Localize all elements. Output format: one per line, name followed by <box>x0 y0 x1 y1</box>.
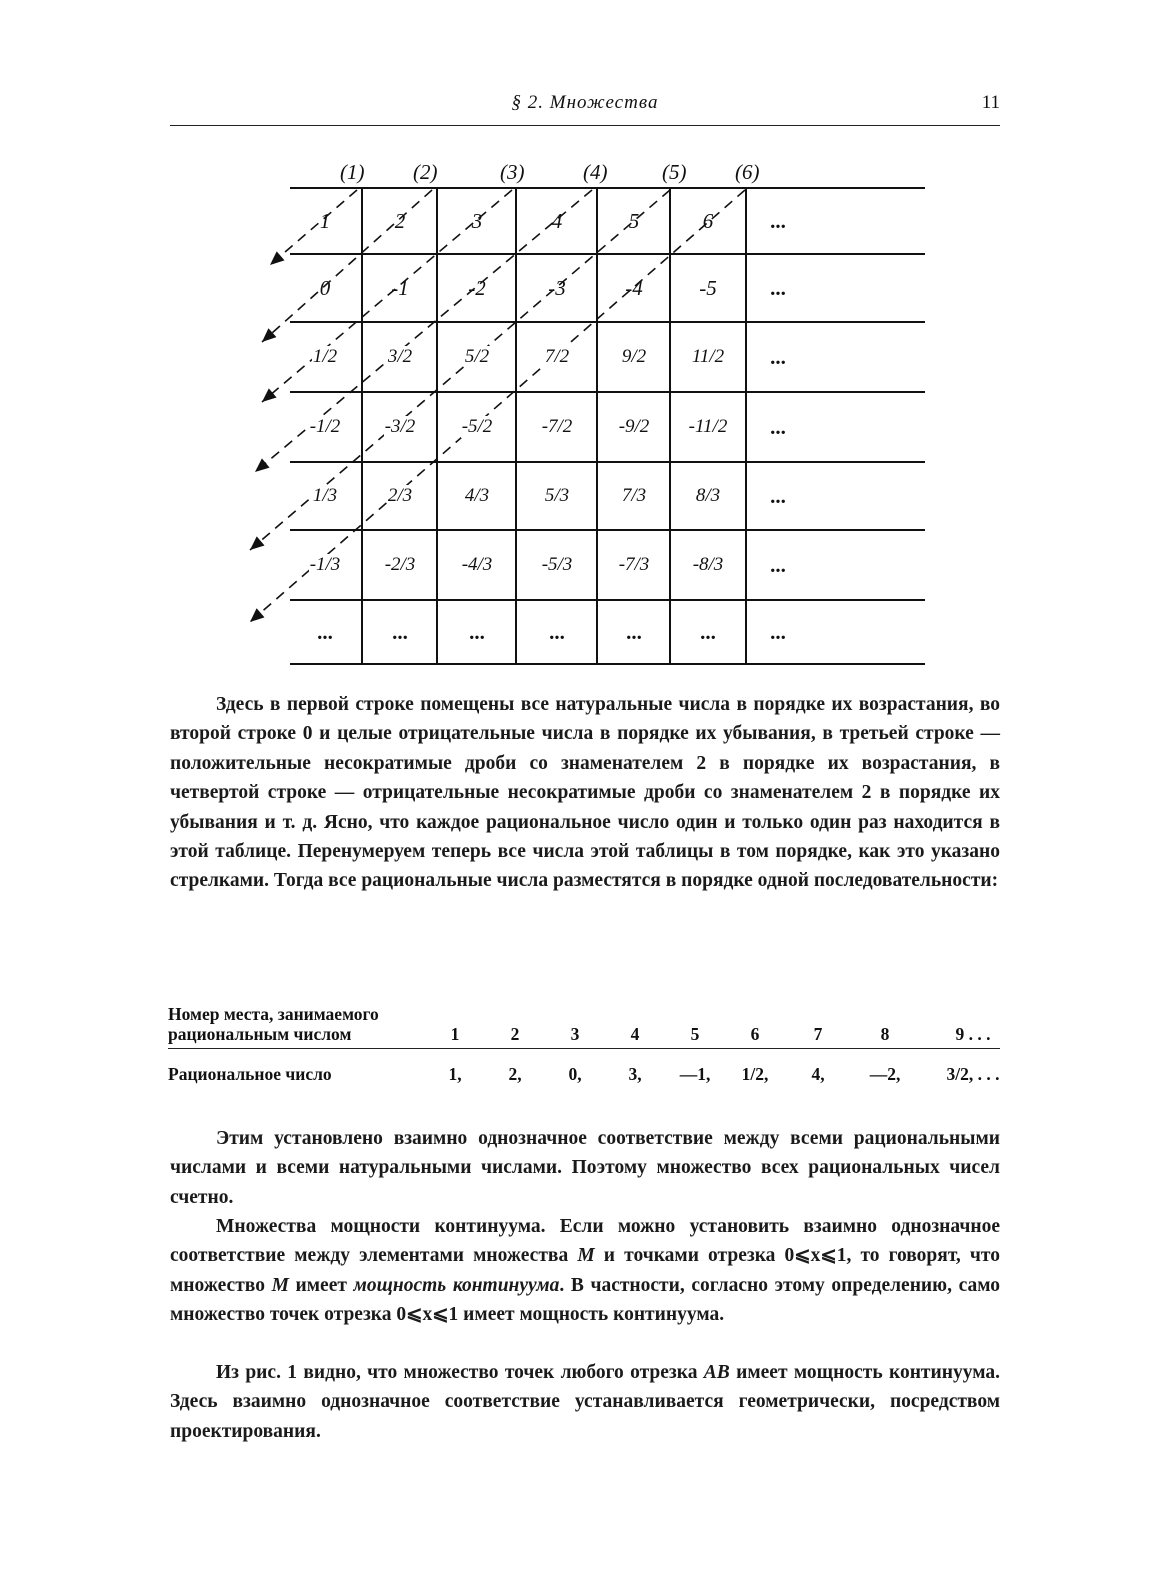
paragraph-1 <box>170 690 1000 896</box>
cell-value: -3 <box>548 275 566 300</box>
column-label: (5) <box>662 160 687 184</box>
table-cell <box>599 602 669 662</box>
text: , то говорят, что множество <box>170 1245 1001 1296</box>
fraction-value: -2/3 <box>384 554 416 575</box>
position-number: 2 <box>510 1024 520 1044</box>
rational-value: —2, <box>869 1064 901 1084</box>
text: и точками отрезка <box>594 1245 785 1267</box>
position-number: 5 <box>690 1024 700 1044</box>
table-cell <box>442 258 512 318</box>
rational-value-cell <box>430 1064 480 1085</box>
table-cell <box>290 191 360 251</box>
paragraph-1-text: Здесь в первой строке помещены все натуральные числа в порядке их возрастания, во второй строке 0 и целые отрицательные числа в порядке их убывания, в третьей строке — положительные несократимые дроби со знаменателем 2 в порядке их возрастания, в четвертой строке — отрицательные несократимые дроби со знаменателем 2 в порядке их убывания и т. д. Ясно, что каждое рациональное число один и только один раз находится в этой таблице. Перенумеруем теперь все числа этой таблицы в том порядке, как это указано стрелками. Тогда все рациональные числа разместятся в порядке одной последовательности: <box>170 694 1000 892</box>
position-number: 6 <box>750 1024 760 1044</box>
fraction-value: -8/3 <box>692 554 724 575</box>
fraction-value: 11/2 <box>691 346 725 367</box>
cell-value: -5 <box>699 275 717 300</box>
rational-value: 4, <box>811 1064 825 1084</box>
rational-value-cell <box>793 1064 843 1085</box>
position-number: 8 <box>880 1024 890 1044</box>
math-M: M <box>577 1245 595 1267</box>
sequence-divider <box>168 1048 1000 1049</box>
text: имеет мощность континуума. Здесь взаимно однозначное соответствие устанавливается геометрически, посредством проектирования. <box>170 1362 1000 1442</box>
arrowhead-icon <box>262 388 277 402</box>
table-cell <box>673 602 743 662</box>
table-cell <box>743 466 813 526</box>
fraction-value: -1/3 <box>309 554 341 575</box>
table-cell <box>522 191 592 251</box>
header-line-1: Номер места, занимаемого <box>168 1004 379 1024</box>
cell-value: 3 <box>471 208 483 233</box>
text: . В частности, согласно этому определению, само множество точек отрезка <box>170 1274 1000 1326</box>
sequence-header <box>168 1004 379 1044</box>
table-cell <box>290 535 360 595</box>
rational-value-cell <box>670 1064 720 1085</box>
table-cell <box>290 397 360 457</box>
table-cell <box>673 258 743 318</box>
paragraph-2 <box>170 1124 1000 1212</box>
table-cell <box>599 327 669 387</box>
column-label: (3) <box>500 160 525 184</box>
math-AB: AB <box>703 1362 730 1383</box>
position-number: 7 <box>813 1024 823 1044</box>
table-cell <box>673 535 743 595</box>
fraction-value: -4/3 <box>461 554 493 575</box>
text: Если можно установить взаимно однозначное соответствие между элементами множества <box>170 1216 1000 1267</box>
table-cell <box>442 602 512 662</box>
table-cell <box>673 191 743 251</box>
fraction-value: 2/3 <box>387 485 413 506</box>
cell-value: ... <box>770 483 786 508</box>
cell-value: 6 <box>702 208 714 233</box>
rational-value: 3, <box>628 1064 642 1084</box>
cell-value: -4 <box>625 275 643 300</box>
fraction-value: -5/2 <box>461 416 493 437</box>
table-cell <box>365 397 435 457</box>
position-number: 1 <box>450 1024 460 1044</box>
cell-value: -1 <box>391 275 409 300</box>
value-suffix: , <box>764 1064 769 1084</box>
table-cell <box>599 191 669 251</box>
cell-value: ... <box>770 552 786 577</box>
column-label: (1) <box>340 160 365 184</box>
header-line-2: рациональным числом <box>168 1024 352 1044</box>
fraction-value: 7/3 <box>621 485 647 506</box>
table-cell <box>522 397 592 457</box>
table-cell <box>743 602 813 662</box>
table-cell <box>599 466 669 526</box>
rational-value: 1, <box>448 1064 462 1084</box>
table-cell <box>743 327 813 387</box>
table-cell <box>743 191 813 251</box>
table-cell <box>673 327 743 387</box>
table-cell <box>365 191 435 251</box>
paragraph-4 <box>170 1358 1000 1446</box>
table-cell <box>290 327 360 387</box>
table-cell <box>673 397 743 457</box>
paragraph-2-text: Этим установлено взаимно однозначное соответствие между всеми рациональными числами и всеми натуральными числами. Поэтому множество всех рациональных чисел счетно. <box>170 1128 1000 1208</box>
rational-value-cell <box>610 1064 660 1085</box>
fraction-value: 5/3 <box>544 485 570 506</box>
cell-value: ... <box>549 619 565 644</box>
rational-value-cell <box>933 1064 1013 1085</box>
table-cell <box>522 535 592 595</box>
table-cell <box>599 397 669 457</box>
cell-value: 5 <box>628 208 640 233</box>
position-number: 9 . . . <box>955 1024 991 1044</box>
column-label: (4) <box>583 160 608 184</box>
rational-value: 0, <box>568 1064 582 1084</box>
table-cell <box>522 466 592 526</box>
cell-value: ... <box>770 275 786 300</box>
text: имеет <box>288 1274 354 1296</box>
rational-value: 2, <box>508 1064 522 1084</box>
column-label: (2) <box>413 160 438 184</box>
arrowhead-icon <box>270 251 285 265</box>
rational-value: —1, <box>679 1064 711 1084</box>
table-cell <box>290 466 360 526</box>
table-cell <box>599 258 669 318</box>
text: Из рис. 1 видно, что множество точек любого отрезка <box>216 1362 704 1383</box>
table-cell <box>599 535 669 595</box>
cell-value: 2 <box>394 208 406 233</box>
cell-value: ... <box>626 619 642 644</box>
fraction-value: -7/3 <box>618 554 650 575</box>
cell-value: ... <box>770 344 786 369</box>
fraction-value: 8/3 <box>695 485 721 506</box>
table-cell <box>743 397 813 457</box>
fraction-value: 3/2 <box>387 346 413 367</box>
column-label: (6) <box>735 160 760 184</box>
fraction-value: 5/2 <box>464 346 490 367</box>
fraction-value: 4/3 <box>464 485 490 506</box>
table-cell <box>673 466 743 526</box>
arrowhead-icon <box>250 608 264 622</box>
fraction-value: -5/3 <box>541 554 573 575</box>
fraction-value: -1/2 <box>309 416 341 437</box>
table-cell <box>365 602 435 662</box>
table-cell <box>743 535 813 595</box>
fraction-value: 1/3 <box>312 485 338 506</box>
fraction-value: -9/2 <box>618 416 650 437</box>
fraction-value: 1/2 <box>312 346 338 367</box>
table-cell <box>442 397 512 457</box>
table-cell <box>522 327 592 387</box>
row-label: Рациональное число <box>168 1064 332 1084</box>
paragraph-3 <box>170 1212 1000 1330</box>
rational-value-cell <box>550 1064 600 1085</box>
arrowhead-icon <box>255 458 270 472</box>
fraction-value: -7/2 <box>541 416 573 437</box>
fraction-value: -11/2 <box>688 416 728 437</box>
italic-term: мощность континуума <box>353 1274 560 1296</box>
table-cell <box>442 535 512 595</box>
table-cell <box>522 258 592 318</box>
page-number: 11 <box>981 92 1000 113</box>
position-number: 3 <box>570 1024 580 1044</box>
cell-value: ... <box>392 619 408 644</box>
cell-value: ... <box>469 619 485 644</box>
cell-value: ... <box>770 619 786 644</box>
cell-value: -2 <box>468 275 486 300</box>
table-cell <box>365 258 435 318</box>
math-M: M <box>271 1274 289 1296</box>
position-number: 4 <box>630 1024 640 1044</box>
table-cell <box>442 191 512 251</box>
table-cell <box>522 602 592 662</box>
rational-value-cell <box>860 1064 910 1085</box>
cell-value: 1 <box>319 208 331 233</box>
section-title: § 2. Множества <box>511 92 659 113</box>
table-cell <box>290 602 360 662</box>
table-cell <box>442 466 512 526</box>
fraction-value: 7/2 <box>544 346 570 367</box>
value-suffix: , . . . <box>968 1064 1000 1084</box>
math-inequality: 0⩽x⩽1 <box>784 1245 847 1267</box>
table-cell <box>365 327 435 387</box>
rational-value: 1/2 <box>741 1064 764 1084</box>
sequence-table <box>168 1004 1008 1114</box>
table-cell <box>743 258 813 318</box>
math-inequality: 0⩽x⩽1 <box>396 1304 459 1326</box>
table-cell <box>442 327 512 387</box>
cell-value: ... <box>700 619 716 644</box>
text: имеет мощность континуума. <box>458 1304 725 1326</box>
table-cell <box>365 535 435 595</box>
rational-value-cell <box>730 1064 780 1085</box>
cell-value: ... <box>770 208 786 233</box>
bold-heading: Множества мощности континуума. <box>216 1216 546 1237</box>
cell-value: ... <box>770 414 786 439</box>
fraction-value: 9/2 <box>621 346 647 367</box>
fraction-value: -3/2 <box>384 416 416 437</box>
cell-value: 4 <box>551 208 563 233</box>
cell-value: ... <box>317 619 333 644</box>
cell-value: 0 <box>319 275 331 300</box>
table-cell <box>290 258 360 318</box>
rational-value: 3/2 <box>946 1064 969 1084</box>
table-cell <box>365 466 435 526</box>
rational-value-cell <box>490 1064 540 1085</box>
